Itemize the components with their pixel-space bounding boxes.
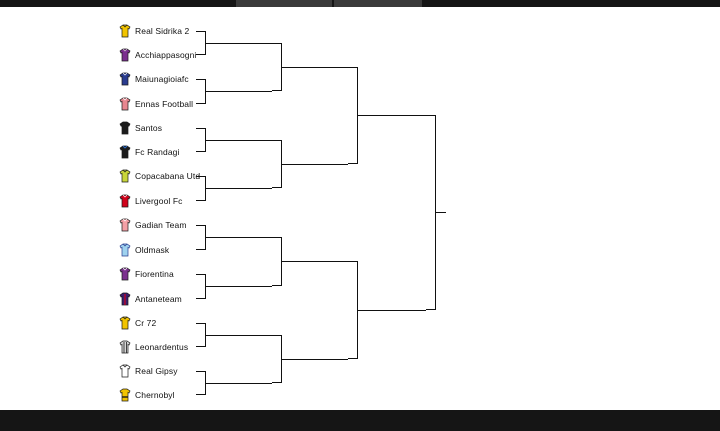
bracket-link-r3-1 [282,67,348,68]
bracket-connector-r1-m6 [196,274,206,299]
bracket-team-label: Chernobyl [135,390,175,400]
jersey-icon [119,194,131,208]
jersey-icon [119,218,131,232]
bracket-team-label: Copacabana Utd [135,171,201,181]
bracket-connector-r1-m4 [196,176,206,201]
bracket-connector-r3-m1 [348,67,358,164]
bracket-connector-r2-m2 [272,140,282,188]
bracket-link-r4-1 [358,115,426,116]
bracket-team-13[interactable] [119,315,203,331]
bracket-team-label: Fiorentina [135,269,174,279]
jersey-icon [119,243,131,257]
bracket-team-7[interactable] [119,168,203,184]
bracket-connector-r3-m2 [348,261,358,359]
bracket-connector-r2-m3 [272,237,282,286]
bracket-link-final [436,212,446,213]
bracket-team-6[interactable] [119,144,203,160]
bracket-link-r3-4 [282,359,348,360]
bracket-team-label: Livergool Fc [135,196,183,206]
bracket-link-r2-2 [206,91,272,92]
bracket-team-15[interactable] [119,363,203,379]
bracket-team-14[interactable] [119,339,203,355]
bracket-team-label: Real Sidrika 2 [135,26,190,36]
bracket-team-label: Maiunagioiafc [135,74,189,84]
bracket-connector-r1-m7 [196,323,206,347]
bracket-team-4[interactable] [119,96,203,112]
bracket-link-r2-3 [206,140,272,141]
bracket-team-label: Leonardentus [135,342,189,352]
bracket-team-label: Acchiappasogni [135,50,197,60]
top-bar-segment-right [334,0,422,7]
window-top-bar [0,0,720,7]
jersey-icon [119,72,131,86]
bracket-connector-r4-final [426,115,436,310]
bracket-team-label: Ennas Football [135,99,194,109]
jersey-icon [119,24,131,38]
bracket-team-1[interactable] [119,23,203,39]
window-bottom-bar [0,410,720,431]
bracket-team-5[interactable] [119,120,203,136]
bracket-link-r3-2 [282,164,348,165]
bracket-link-r2-5 [206,237,272,238]
bracket-team-label: Antaneteam [135,294,182,304]
bracket-link-r3-3 [282,261,348,262]
bracket-team-12[interactable] [119,291,203,307]
jersey-icon [119,97,131,111]
bracket-team-16[interactable] [119,387,203,403]
bracket-link-r2-6 [206,286,272,287]
bracket-team-8[interactable] [119,193,203,209]
jersey-icon [119,388,131,402]
jersey-icon [119,169,131,183]
bracket-team-11[interactable] [119,266,203,282]
bracket-link-r2-4 [206,188,272,189]
bracket-team-label: Gadian Team [135,220,187,230]
jersey-icon [119,267,131,281]
jersey-icon [119,121,131,135]
bracket-team-label: Real Gipsy [135,366,178,376]
bracket-connector-r1-m1 [196,31,206,55]
bracket-team-label: Oldmask [135,245,170,255]
bracket-team-2[interactable] [119,47,203,63]
bracket-link-r4-2 [358,310,426,311]
bracket-team-label: Fc Randagi [135,147,180,157]
tournament-bracket [0,7,720,410]
bracket-team-label: Santos [135,123,163,133]
top-bar-segment-left [236,0,332,7]
bracket-connector-r1-m2 [196,79,206,104]
jersey-icon [119,364,131,378]
bracket-team-3[interactable] [119,71,203,87]
bracket-connector-r1-m3 [196,128,206,152]
bracket-connector-r2-m4 [272,335,282,383]
jersey-icon [119,48,131,62]
jersey-icon [119,340,131,354]
bracket-team-10[interactable] [119,242,203,258]
bracket-team-9[interactable] [119,217,203,233]
bracket-connector-r2-m1 [272,43,282,91]
bracket-connector-r1-m5 [196,225,206,250]
bracket-link-r2-8 [206,383,272,384]
bracket-connector-r1-m8 [196,371,206,395]
bracket-link-r2-1 [206,43,272,44]
bracket-link-r2-7 [206,335,272,336]
jersey-icon [119,292,131,306]
jersey-icon [119,316,131,330]
bracket-team-label: Cr 72 [135,318,157,328]
jersey-icon [119,145,131,159]
